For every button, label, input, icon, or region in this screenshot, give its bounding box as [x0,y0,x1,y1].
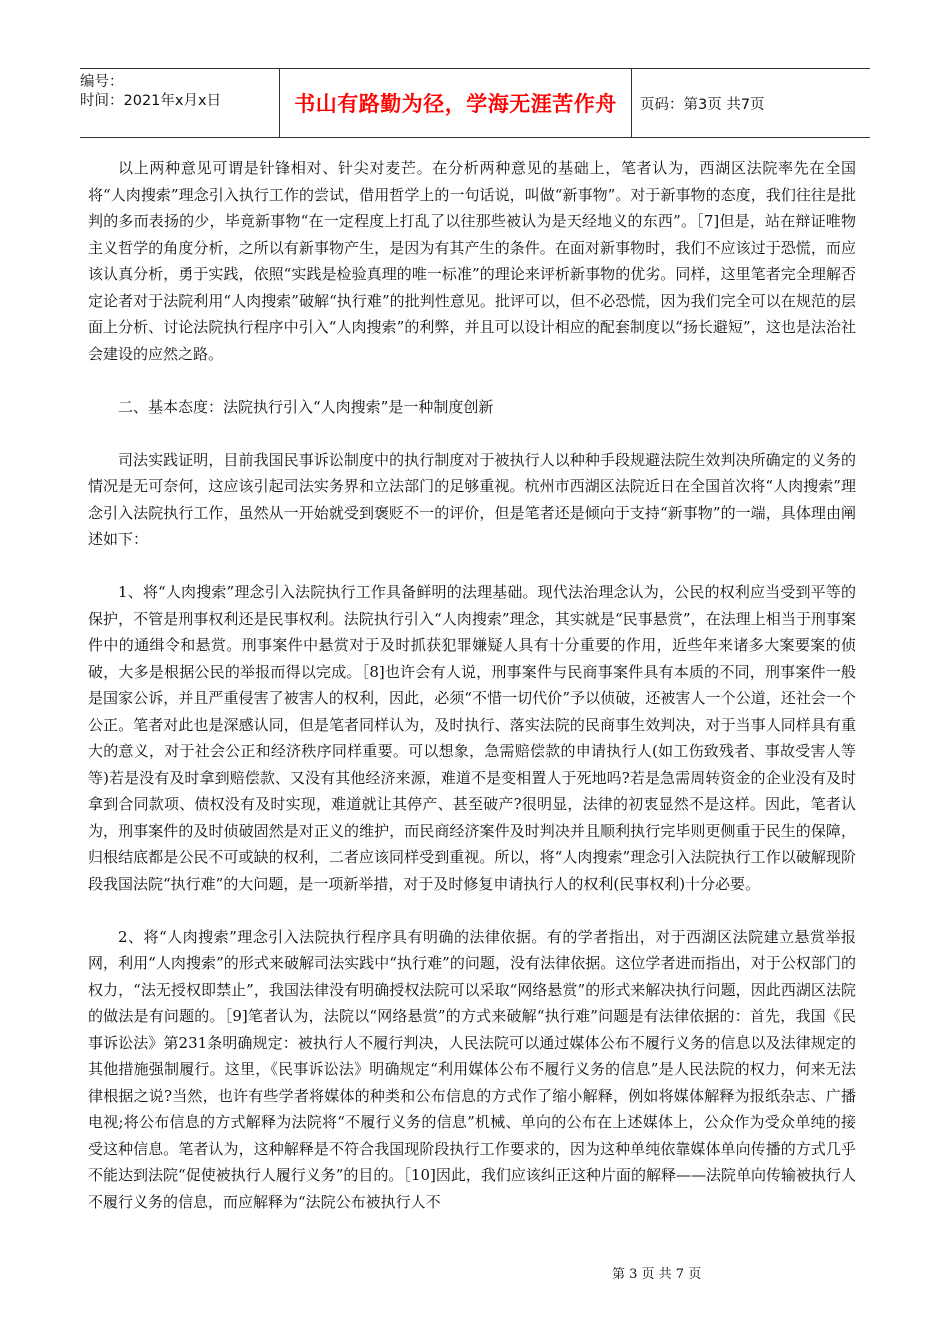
page-header [80,68,870,138]
page-footer: 第 3 页 共 7 页 [612,1267,702,1282]
body-paragraph: 2、将“人肉搜索”理念引入法院执行程序具有明确的法律依据。有的学者指出，对于西湖区法院建立悬赏举报网，利用“人肉搜索”的形式来破解司法实践中“执行难”的问题，没有法律依据。这位学者进而指出，对于公权部门的权力，“法无授权即禁止”，我国法律没有明确授权法院可以采取“网络悬赏”的形式来解决执行问题，因此西湖区法院的做法是有问题的。［9]笔者认为，法院以“网络悬赏”的方式来破解“执行难”问题是有法律依据的：首先，我国《民事诉讼法》第231条明确规定：被执行人不履行判决，人民法院可以通过媒体公布不履行义务的信息以及法律规定的其他措施强制履行。这里，《民事诉讼法》明确规定“利用媒体公布不履行义务的信息”是人民法院的权力，何来无法律根据之说?当然，也许有些学者将媒体的种类和公布信息的方式作了缩小解释，例如将媒体解释为报纸杂志、广播电视;将公布信息的方式解释为法院将“不履行义务的信息”机械、单向的公布在上述媒体上，公众作为受众单纯的接受这种信息。笔者认为，这种解释是不符合我国现阶段执行工作要求的，因为这种单纯依靠媒体单向传播的方式几乎不能达到法院“促使被执行人履行义务”的目的。［10]因此，我们应该纠正这种片面的解释——法院单向传输被执行人不履行义务的信息，而应解释为“法院公布被执行人不 [88,927,856,1211]
document-date-label: 时间：2021年x月x日 [80,93,222,109]
body-paragraph: 1、将“人肉搜索”理念引入法院执行工作具备鲜明的法理基础。现代法治理念认为，公民的权利应当受到平等的保护，不管是刑事权利还是民事权利。法院执行引入“人肉搜索”理念，其实就是“民事悬赏”，在法理上相当于刑事案件中的通缉令和悬赏。刑事案件中悬赏对于及时抓获犯罪嫌疑人具有十分重要的作用，近些年来诸多大案要案的侦破，大多是根据公民的举报而得以完成。［8]也许会有人说，刑事案件与民商事案件具有本质的不同，刑事案件一般是国家公诉，并且严重侵害了被害人的权利，因此，必须“不惜一切代价”予以侦破，还被害人一个公道，还社会一个公正。笔者对此也是深感认同，但是笔者同样认为，及时执行、落实法院的民商事生效判决，对于当事人同样具有重大的意义，对于社会公正和经济秩序同样重要。可以想象，急需赔偿款的申请执行人(如工伤致残者、事故受害人等等)若是没有及时拿到赔偿款、又没有其他经济来源，难道不是变相置人于死地吗?若是急需周转资金的企业没有及时拿到合同款项、债权没有及时实现，难道就让其停产、甚至破产?很明显，法律的初衷显然不是这样。因此，笔者认为，刑事案件的及时侦破固然是对正义的维护，而民商经济案件及时判决并且顺利执行完毕则更侧重于民生的保障，归根结底都是公民不可或缺的权利，二者应该同样受到重视。所以，将“人肉搜索”理念引入法院执行工作以破解现阶段我国法院“执行难”的大问题，是一项新举措，对于及时修复申请执行人的权利(民事权利)十分必要。 [88,583,856,893]
body-paragraph: 以上两种意见可谓是针锋相对、针尖对麦芒。在分析两种意见的基础上，笔者认为，西湖区法院率先在全国将“人肉搜索”理念引入执行工作的尝试，借用哲学上的一句话说，叫做“新事物”。对于新事物的态度，我们往往是批判的多而表扬的少，毕竟新事物“在一定程度上打乱了以往那些被认为是天经地义的东西”。［7]但是，站在辩证唯物主义哲学的角度分析，之所以有新事物产生，是因为有其产生的条件。在面对新事物时，我们不应该过于恐慌，而应该认真分析，勇于实践，依照“实践是检验真理的唯一标准”的理论来评析新事物的优劣。同样，这里笔者完全理解否定论者对于法院利用“人肉搜索”破解“执行难”的批判性意见。批评可以，但不必恐慌，因为我们完全可以在规范的层面上分析、讨论法院执行程序中引入“人肉搜索”的利弊，并且可以设计相应的配套制度以“扬长避短”，这也是法治社会建设的应然之路。 [88,159,856,363]
header-motto: 书山有路勤为径，学海无涯苦作舟 [280,69,632,137]
body-paragraph: 司法实践证明，目前我国民事诉讼制度中的执行制度对于被执行人以种种手段规避法院生效判决所确定的义务的情况是无可奈何，这应该引起司法实务界和立法部门的足够重视。杭州市西湖区法院近日在全国首次将“人肉搜索”理念引入法院执行工作，虽然从一开始就受到褒贬不一的评价，但是笔者还是倾向于支持“新事物”的一端，具体理由阐述如下： [88,450,856,548]
section-heading: 二、基本态度：法院执行引入“人肉搜索”是一种制度创新 [118,397,494,416]
document-number-label: 编号： [80,74,124,90]
header-page-info: 页码：第3页 共7页 [640,96,765,113]
document-body [88,155,856,1242]
header-meta [80,69,280,137]
